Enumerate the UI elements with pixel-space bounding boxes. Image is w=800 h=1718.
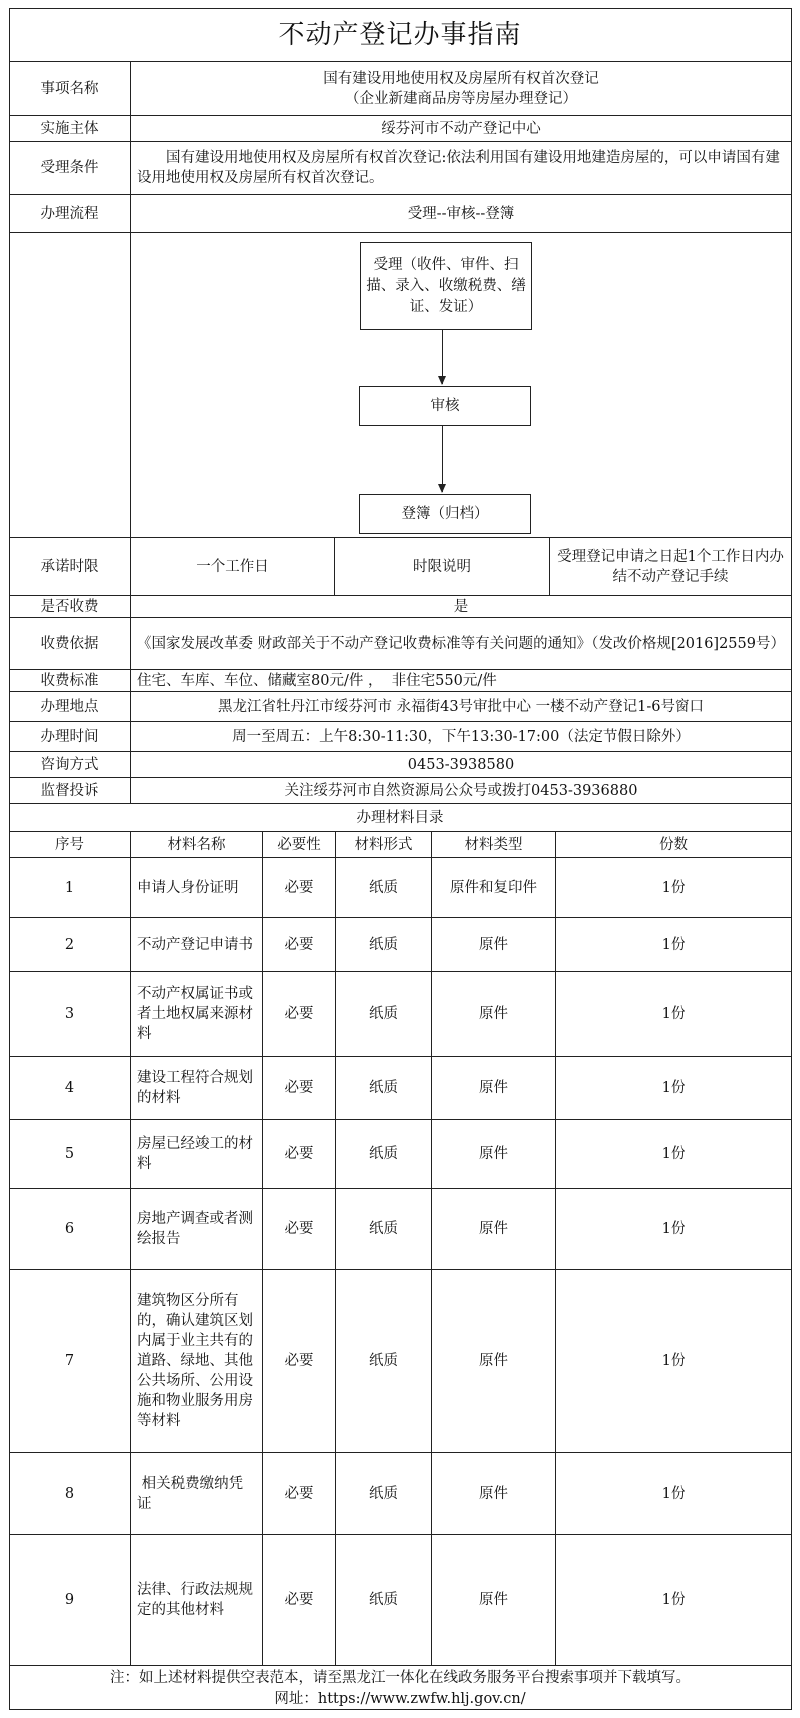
- table-row-3-form: 纸质: [336, 972, 432, 1057]
- item-name-line2: （企业新建商品房等房屋办理登记）: [345, 90, 577, 107]
- table-row-5-form: 纸质: [336, 1120, 432, 1189]
- table-row-6-required: 必要: [263, 1189, 336, 1270]
- table-row-2-no: 2: [9, 918, 131, 972]
- agency-label: 实施主体: [9, 116, 131, 142]
- footer-website[interactable]: 网址：https://www.zwfw.hlj.gov.cn/: [274, 1691, 526, 1707]
- table-row-1-required: 必要: [263, 858, 336, 918]
- fee-value: 是: [131, 596, 792, 618]
- item-name-line1: 国有建设用地使用权及房屋所有权首次登记: [323, 70, 599, 87]
- footer-note-text: 注：如上述材料提供空表范本，请至黑龙江一体化在线政务服务平台搜索事项并下载填写。: [110, 1670, 690, 1686]
- promise-value: 一个工作日: [131, 538, 335, 596]
- complaint-value: 关注绥芬河市自然资源局公众号或拨打0453-3936880: [131, 778, 792, 804]
- table-row-3-required: 必要: [263, 972, 336, 1057]
- table-row-6-count: 1份: [556, 1189, 792, 1270]
- table-row-7-name: 建筑物区分所有的，确认建筑区划内属于业主共有的道路、绿地、其他公共场所、公用设施和物业服务用房等材料: [131, 1270, 263, 1453]
- table-row-5-no: 5: [9, 1120, 131, 1189]
- item-name-label: 事项名称: [9, 62, 131, 116]
- consult-value: 0453-3938580: [131, 752, 792, 778]
- table-row-7-type: 原件: [432, 1270, 556, 1453]
- hours-value: 周一至周五：上午8:30-11:30，下午13:30-17:00（法定节假日除外）: [131, 722, 792, 752]
- table-row-4-required: 必要: [263, 1057, 336, 1120]
- table-row-5-required: 必要: [263, 1120, 336, 1189]
- flow-step-review: 审核: [359, 386, 531, 426]
- table-row-4-no: 4: [9, 1057, 131, 1120]
- consult-label: 咨询方式: [9, 752, 131, 778]
- table-row-9-name: 法律、行政法规规定的其他材料: [131, 1535, 263, 1666]
- table-row-5-name: 房屋已经竣工的材料: [131, 1120, 263, 1189]
- table-row-1-form: 纸质: [336, 858, 432, 918]
- table-row-4-form: 纸质: [336, 1057, 432, 1120]
- table-row-8-form: 纸质: [336, 1453, 432, 1535]
- table-row-2-count: 1份: [556, 918, 792, 972]
- col-header-count: 份数: [556, 832, 792, 858]
- table-row-9-no: 9: [9, 1535, 131, 1666]
- table-row-4-name: 建设工程符合规划的材料: [131, 1057, 263, 1120]
- table-row-6-type: 原件: [432, 1189, 556, 1270]
- item-name-value: [131, 62, 792, 116]
- flow-step-accept: 受理（收件、审件、扫描、录入、收缴税费、缮证、发证）: [360, 242, 532, 330]
- flowchart-spacer: [9, 233, 131, 538]
- page-title: 不动产登记办事指南: [9, 8, 792, 62]
- table-row-9-required: 必要: [263, 1535, 336, 1666]
- agency-value: 绥芬河市不动产登记中心: [131, 116, 792, 142]
- table-row-6-form: 纸质: [336, 1189, 432, 1270]
- col-header-form: 材料形式: [336, 832, 432, 858]
- table-row-3-type: 原件: [432, 972, 556, 1057]
- fee-standard-value: 住宅、车库、车位、储藏室80元/件 ， 非住宅550元/件: [131, 670, 792, 692]
- table-row-7-required: 必要: [263, 1270, 336, 1453]
- table-row-3-no: 3: [9, 972, 131, 1057]
- table-row-1-type: 原件和复印件: [432, 858, 556, 918]
- location-value: 黑龙江省牡丹江市绥芬河市 永福街43号审批中心 一楼不动产登记1-6号窗口: [131, 692, 792, 722]
- flow-arrow-2: [442, 426, 443, 492]
- hours-label: 办理时间: [9, 722, 131, 752]
- table-row-1-name: 申请人身份证明: [131, 858, 263, 918]
- table-row-6-name: 房地产调查或者测绘报告: [131, 1189, 263, 1270]
- table-row-7-form: 纸质: [336, 1270, 432, 1453]
- fee-standard-label: 收费标准: [9, 670, 131, 692]
- complaint-label: 监督投诉: [9, 778, 131, 804]
- col-header-required: 必要性: [263, 832, 336, 858]
- table-row-2-name: 不动产登记申请书: [131, 918, 263, 972]
- footer-note: [9, 1666, 792, 1710]
- table-row-8-count: 1份: [556, 1453, 792, 1535]
- materials-section-title: 办理材料目录: [9, 804, 792, 832]
- process-value: 受理--审核--登簿: [131, 195, 792, 233]
- table-row-1-no: 1: [9, 858, 131, 918]
- fee-basis-value: 《国家发展改革委 财政部关于不动产登记收费标准等有关问题的通知》（发改价格规[2016]2559号）: [131, 618, 792, 670]
- table-row-4-type: 原件: [432, 1057, 556, 1120]
- table-row-8-no: 8: [9, 1453, 131, 1535]
- table-row-3-name: 不动产权属证书或者土地权属来源材料: [131, 972, 263, 1057]
- table-row-9-count: 1份: [556, 1535, 792, 1666]
- flow-arrow-1: [442, 330, 443, 384]
- col-header-type: 材料类型: [432, 832, 556, 858]
- table-row-8-name: 相关税费缴纳凭证: [131, 1453, 263, 1535]
- conditions-value: 国有建设用地使用权及房屋所有权首次登记:依法利用国有建设用地建造房屋的，可以申请国有建设用地使用权及房屋所有权首次登记。: [131, 142, 792, 195]
- table-row-8-required: 必要: [263, 1453, 336, 1535]
- conditions-label: 受理条件: [9, 142, 131, 195]
- promise-label: 承诺时限: [9, 538, 131, 596]
- table-row-1-count: 1份: [556, 858, 792, 918]
- fee-basis-label: 收费依据: [9, 618, 131, 670]
- col-header-name: 材料名称: [131, 832, 263, 858]
- table-row-7-count: 1份: [556, 1270, 792, 1453]
- table-row-7-no: 7: [9, 1270, 131, 1453]
- location-label: 办理地点: [9, 692, 131, 722]
- table-row-9-form: 纸质: [336, 1535, 432, 1666]
- flow-step-register: 登簿（归档）: [359, 494, 531, 534]
- table-row-3-count: 1份: [556, 972, 792, 1057]
- table-row-2-type: 原件: [432, 918, 556, 972]
- time-explain-value: 受理登记申请之日起1个工作日内办结不动产登记手续: [550, 538, 792, 596]
- guide-document: [9, 8, 792, 1710]
- table-row-8-type: 原件: [432, 1453, 556, 1535]
- table-row-5-count: 1份: [556, 1120, 792, 1189]
- table-row-6-no: 6: [9, 1189, 131, 1270]
- table-row-5-type: 原件: [432, 1120, 556, 1189]
- table-row-9-type: 原件: [432, 1535, 556, 1666]
- fee-label: 是否收费: [9, 596, 131, 618]
- time-explain-label: 时限说明: [335, 538, 550, 596]
- process-label: 办理流程: [9, 195, 131, 233]
- col-header-no: 序号: [9, 832, 131, 858]
- table-row-4-count: 1份: [556, 1057, 792, 1120]
- table-row-2-form: 纸质: [336, 918, 432, 972]
- table-row-2-required: 必要: [263, 918, 336, 972]
